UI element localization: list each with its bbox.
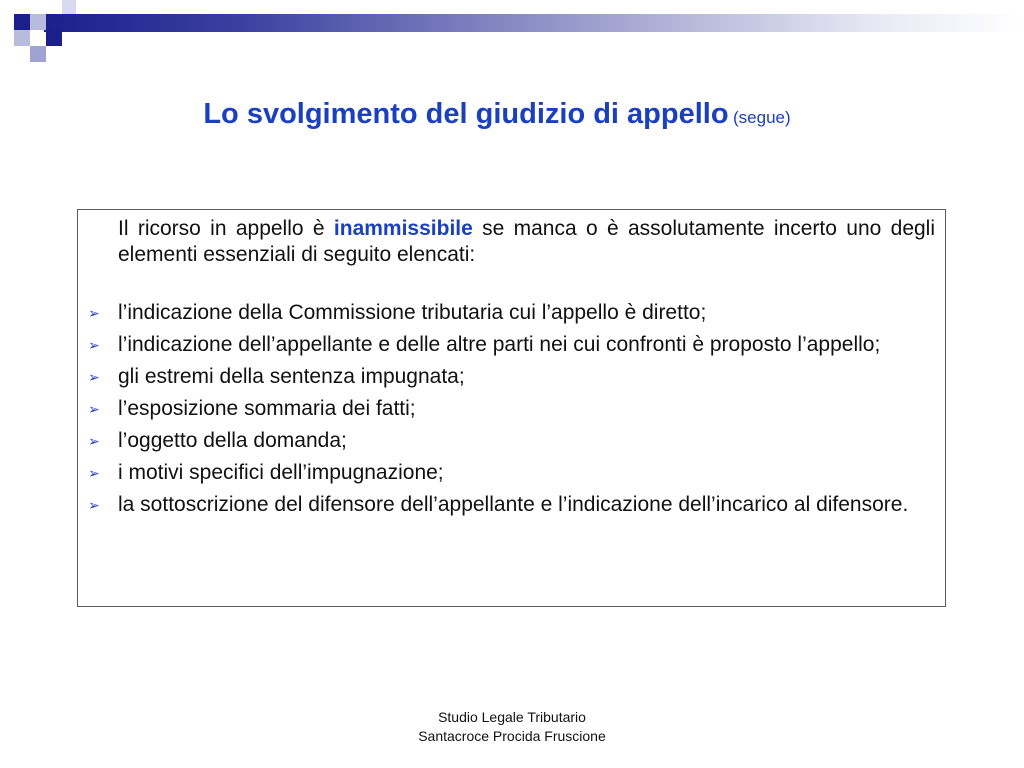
footer-line-1: Studio Legale Tributario bbox=[438, 709, 586, 725]
slide-title-suffix: (segue) bbox=[733, 108, 791, 127]
list-item-text: i motivi specifici dell’impugnazione; bbox=[118, 461, 444, 484]
footer bbox=[380, 708, 644, 746]
arrow-bullet-icon: ➢ bbox=[88, 466, 100, 482]
arrow-bullet-icon: ➢ bbox=[88, 434, 100, 450]
list-item bbox=[88, 396, 935, 422]
header-gradient-bar bbox=[44, 14, 1024, 32]
list-item bbox=[88, 492, 935, 518]
arrow-bullet-icon: ➢ bbox=[88, 498, 100, 514]
list-item-text: l’oggetto della domanda; bbox=[118, 429, 347, 452]
arrow-bullet-icon: ➢ bbox=[88, 338, 100, 354]
intro-paragraph bbox=[118, 216, 935, 268]
list-item-text: l’indicazione dell’appellante e delle altre parti nei cui confronti è proposto l’appello; bbox=[118, 333, 881, 356]
list-item bbox=[88, 364, 935, 390]
list-item bbox=[88, 428, 935, 454]
list-item bbox=[88, 332, 935, 358]
list-item-text: la sottoscrizione del difensore dell’appellante e l’indicazione dell’incarico al difensore. bbox=[118, 493, 909, 516]
arrow-bullet-icon: ➢ bbox=[88, 370, 100, 386]
list-item bbox=[88, 460, 935, 486]
slide-title-main: Lo svolgimento del giudizio di appello bbox=[203, 98, 729, 130]
footer-line-2: Santacroce Procida Fruscione bbox=[418, 728, 606, 744]
intro-keyword: inammissibile bbox=[333, 217, 473, 240]
slide-title bbox=[0, 98, 994, 131]
requirements-list bbox=[88, 300, 935, 518]
content-box bbox=[77, 209, 946, 607]
list-item-text: l’esposizione sommaria dei fatti; bbox=[118, 397, 416, 420]
decor-square bbox=[14, 14, 30, 30]
decor-square bbox=[62, 0, 76, 14]
decor-square bbox=[30, 46, 46, 62]
decor-square bbox=[14, 30, 30, 46]
intro-text-before: Il ricorso in appello è bbox=[118, 217, 334, 240]
decor-square bbox=[30, 14, 46, 30]
list-item bbox=[88, 300, 935, 326]
arrow-bullet-icon: ➢ bbox=[88, 306, 100, 322]
decor-square bbox=[46, 30, 62, 46]
list-item-text: l’indicazione della Commissione tributaria cui l’appello è diretto; bbox=[118, 301, 707, 324]
intro-text-after: se manca o è assolutamente incerto uno degli elementi essenziali di seguito elencati: bbox=[118, 217, 936, 266]
list-item-text: gli estremi della sentenza impugnata; bbox=[118, 365, 465, 388]
arrow-bullet-icon: ➢ bbox=[88, 402, 100, 418]
